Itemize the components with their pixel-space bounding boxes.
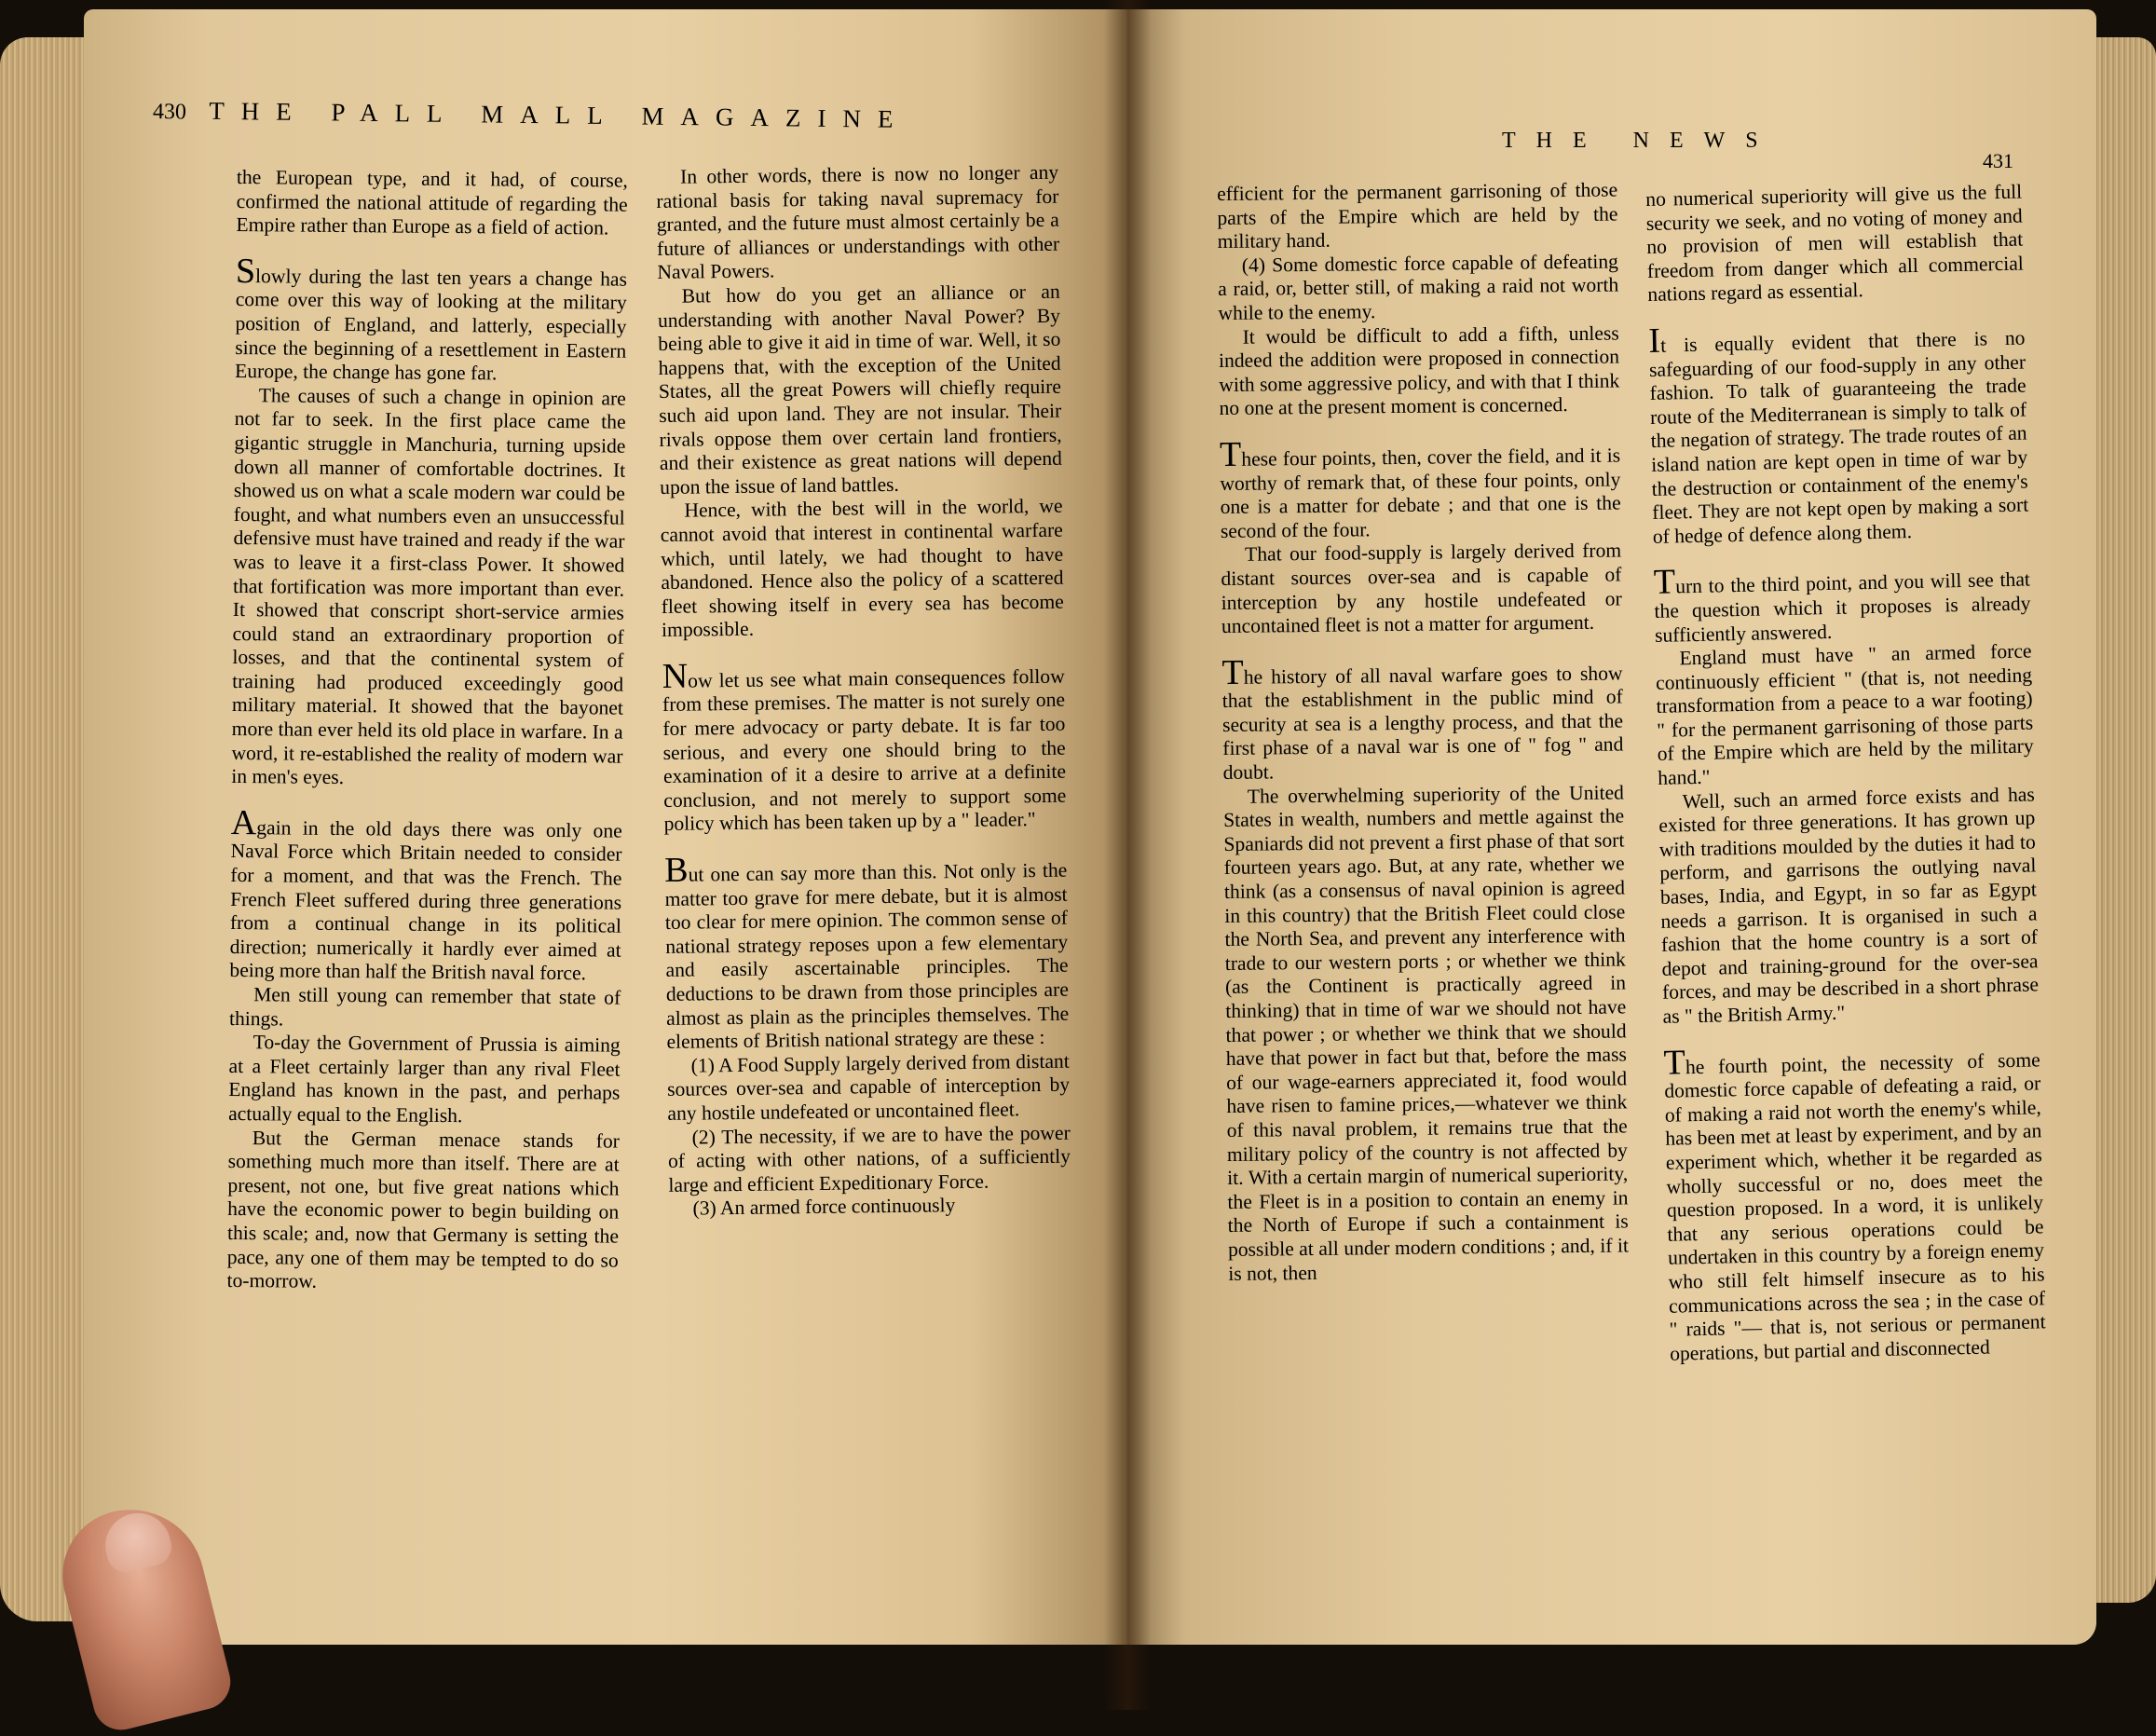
paragraph: the European type, and it had, of course, confirmed the national attitude of regarding the Empire rather than Europe as a field of action. [236, 166, 628, 239]
paragraph: The overwhelming superiority of the United States in wealth, numbers and mettle against the Spaniards did not prevent a first phase of that sort fourteen years ago. But, at any rate, whether we think (as a consensus of naval opinion is agreed in this country) that the British Fleet could close the North Sea, and prevent any interference with trade to our western ports ; or whether we think (as the Continent is practically agreed in thinking) that in time of war we should not have that power ; or whether we think that we should have that power in fact but that, before the mass of our wage-earners appreciated it, food would have risen to famine prices,—whatever we think of this naval problem, it remains true that the military policy of the country is not affected by it. With a certain margin of numerical superiority, the Fleet is in a position to contain an enemy in the North of Europe if such a containment is possible at all under modern conditions ; and, if it is not, then [1223, 781, 1630, 1285]
paragraph: That our food-supply is largely derived from distant sources over-sea and is capable of interception by any hostile undefeated or uncontained fleet is not a matter for argument. [1221, 539, 1622, 638]
page-edges-left [0, 37, 93, 1621]
paragraph-drop-cap: The fourth point, the necessity of some domestic force capable of defeating a raid, or of making a raid not worth the enemy's while, has been met at least by experiment, and by an experiment which, whether it be regarded as wholly successful or no, does meet the question proposed. In a word, it is unlikely that any serious operations could be undertaken in this country by a foreign enemy who still felt himself insecure as to his communications across the sea ; in the case of " raids "— that is, not serious or permanent operations, but partial and disconnected [1663, 1042, 2046, 1365]
left-column-2 [656, 161, 1071, 1222]
list-item: (4) Some domestic force capable of defeating a raid, or, better still, of making a raid not worth while to the enemy. [1218, 250, 1619, 324]
paragraph: To-day the Government of Prussia is aiming at a Fleet certainly larger than any rival Fleet England has known in the past, and perhaps actually equal to the English. [228, 1031, 621, 1128]
paragraph: It would be difficult to add a fifth, unless indeed the addition were proposed in connection with some aggressive policy, and with that I think no one at the present moment is concerned. [1218, 321, 1620, 420]
left-column-1 [226, 166, 628, 1296]
list-item: (1) A Food Supply largely derived from distant sources over-sea and capable of interception by any hostile undefeated or uncontained fleet. [666, 1049, 1071, 1125]
paragraph: Well, such an armed force exists and has existed for three generations. It has grown up with traditions moulded by the duties it had to perform, and garrisons the outlying naval bases, India, and Egypt, in so far as Egypt needs a garrison. It is organised in such a fashion that the home country is a sort of depot and training-ground for the over-sea forces, and may be described in a short phrase as " the British Army." [1658, 783, 2040, 1028]
paragraph: But the German menace stands for something much more than itself. There are at present, not one, but five great nations which have the economic power to begin building on this scale; and, now that Germany is setting the pace, any one of them may be tempted to do so to-morrow. [226, 1126, 620, 1292]
paragraph-drop-cap: Now let us see what main consequences follow from these premises. The matter is not surely one for mere advocacy or party debate. It is far too serious, and every one should bring to the examination of it a desire to arrive at a definite conclusion, and not merely to support some policy which has been taken up by a " leader." [662, 656, 1067, 836]
paragraph-drop-cap: But one can say more than this. Not only is the matter too grave for mere debate, but it is almost too clear for mere opinion. The common sense of national strategy reposes upon a few elementary and easily ascertainable principles. The deductions to be drawn from those principles are almost as plain as the principles themselves. The elements of British national strategy are these : [663, 850, 1070, 1054]
paragraph-drop-cap: It is equally evident that there is no safeguarding of our food-supply in any other fashion. To talk of guaranteeing the trade route of the Mediterranean is simply to talk of the negation of strategy. The trade routes of an island nation are kept open in time of war by the destruction or containment of the enemy's fleet. They are not kept open by making a sort of hedge of defence along them. [1647, 321, 2029, 548]
paragraph: Hence, with the best will in the world, we cannot avoid that interest in continental warfare which, until lately, we had thought to have abandoned. Hence also the policy of a scattered fleet showing itself in every sea has become impossible. [660, 495, 1064, 642]
paragraph-drop-cap: The history of all naval warfare goes to show that the establishment in the public mind of security at sea is a lengthy process, and that the first phase of a naval war is one of " fog " and doubt. [1221, 652, 1624, 785]
paragraph-drop-cap: Again in the old days there was only one Naval Force which Britain needed to consider for a moment, and that was the French. The French Fleet suffered during three generations from a continual change in its political direction; numerically it hardly ever aimed at being more than half the British naval force. [229, 802, 622, 985]
page-edges-right [2087, 37, 2156, 1603]
paragraph-drop-cap: Slowly during the last ten years a change has come over this way of looking at the military position of England, and latterly, especially since the beginning of a resettlement in Eastern Europe, the change has gone far. [234, 251, 628, 385]
right-page-number: 431 [1983, 149, 2013, 172]
paragraph: Men still young can remember that state of things. [228, 983, 621, 1031]
list-item: (3) An armed force continuously [692, 1194, 956, 1220]
left-running-head-title: THE PALL MALL MAGAZINE [209, 96, 910, 133]
paragraph: England must have " an armed force continuously efficient " (that is, not needing transformation from a peace to a war footing) " for the permanent garrisoning of those parts of the Empire which are held by the military hand." [1655, 639, 2034, 789]
paragraph: The causes of such a change in opinion are not far to seek. In the first place came the gigantic struggle in Manchuria, turning upside down all manner of comfortable doctrines. It showed us on what a scale modern war could be fought, and what numbers even an unsuccessful defensive must have trained and ready if the war was to leave it a first-class Power. It showed that fortification was more important than ever. It showed that conscript short-service armies could stand an extraordinary proportion of losses, and that the continental system of training had produced exceedingly good military material. It showed that the bayonet more than ever held its old place in warfare. In a word, it re-established the reality of modern war in men's eyes. [231, 383, 626, 789]
right-column-1 [1217, 178, 1629, 1286]
left-page-number: 430 [152, 100, 187, 125]
book-gutter [1104, 0, 1151, 1710]
paragraph: no numerical superiority will give us the full security we seek, and no voting of money and no provision of men will establish that freedom from danger which all commercial nations regard as essential. [1645, 180, 2025, 307]
paragraph: efficient for the permanent garrisoning of those parts of the Empire which are held by the military hand. [1217, 178, 1618, 253]
right-column-2 [1645, 181, 2046, 1366]
paragraph-drop-cap: These four points, then, cover the field, and it is worthy of remark that, of these four points, only one is a matter for debate ; and that one is the second of the four. [1219, 434, 1621, 542]
paragraph-drop-cap: Turn to the third point, and you will see that the question which it proposes is already sufficiently answered. [1653, 562, 2031, 647]
right-running-head: THE NEWS [1502, 129, 1779, 153]
list-item: (2) The necessity, if we are to have the power of acting with other nations, of a sufficiently large and efficient Expeditionary Force. [667, 1121, 1071, 1196]
paragraph: In other words, there is now no longer any rational basis for taking naval supremacy for granted, and the future must almost certainly be a future of alliances or understandings with other Naval Powers. [656, 160, 1060, 284]
paragraph: But how do you get an alliance or an understanding with another Naval Power? By being able to give it aid in time of war. Well, it so happens that, with the exception of the United States, all the great Powers will chiefly require such aid upon land. They are not insular. Their rivals oppose them over certain land frontiers, and their existence as great nations will depend upon the issue of land battles. [657, 280, 1063, 499]
